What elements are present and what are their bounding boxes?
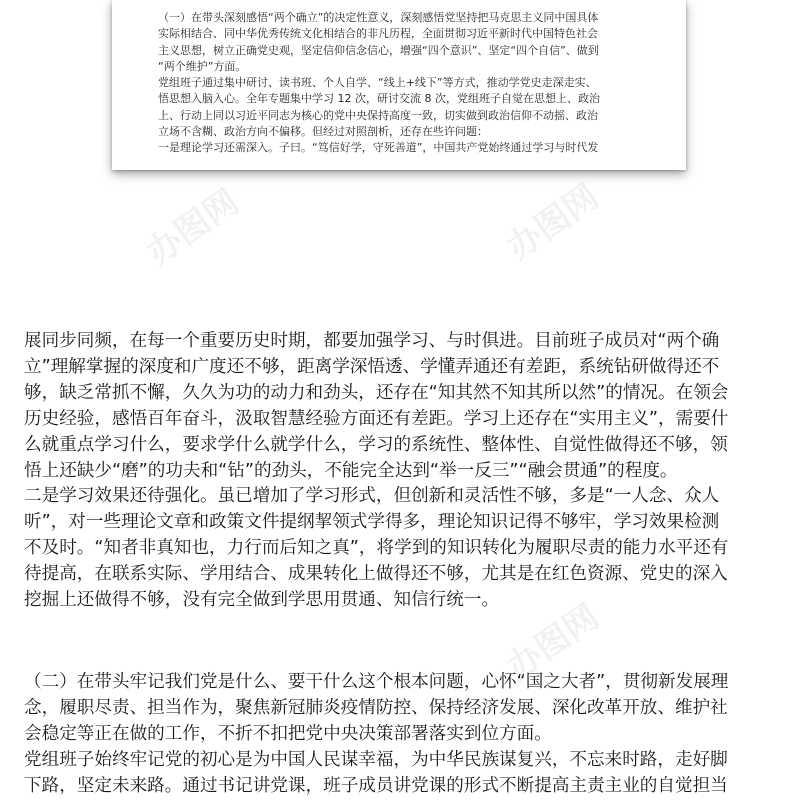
body-section-b: （二）在带头牢记我们党是什么、要干什么这个根本问题，心怀“国之大者”，贯彻新发展理 念，履职尽责、担当作为，聚焦新冠肺炎疫情防控、保持经济发展、深化改革开放、维护社 会稳定等正在做的工作，不折不扣把党中央决策部署落实到位方面。 党组班子始终牢记党的初心是为中国人民谋幸福，为中华民族谋复兴，不忘来时路，走好脚 下路，坚定未来路。通过书记讲党课，班子成员讲党课的形式不断提高主责主业的自觉担当 <box>24 672 729 796</box>
watermark-2: 办图网 <box>499 176 607 269</box>
watermark-3: 办图网 <box>499 596 607 689</box>
card-paragraphs: （一）在带头深刻感悟“两个确立”的决定性意义，深刻感悟党坚持把马克思主义同中国具体 实际相结合、同中华优秀传统文化相结合的非凡历程，全面贯彻习近平新时代中国特色社会 主义思想，树立正确党史观，坚定信仰信念信心，增强“四个意识”、坚定“四个自信”、做到 “两个维护”方面。 党组班子通过集中研讨、读书班、个人自学、“线上+线下”等方式，推动学党史走深走实、 悟思想入脑入心。全年专题集中学习 12 次，研讨交流 8 次，党组班子自觉在思想上、政治 上、行动上同以习近平同志为核心的党中央保持高度一致，切实做到政治信仰不动摇、政治 立场不含糊、政治方向不偏移。但经过对照剖析，还存在些许问题： 一是理论学习还需深入。子曰。“笃信好学，守死善道”，中国共产党始终通过学习与时代发 <box>158 11 600 155</box>
body-section-a: 展同步同频，在每一个重要历史时期，都要加强学习、与时俱进。目前班子成员对“两个确 立”理解掌握的深度和广度还不够，距离学深悟透、学懂弄通还有差距，系统钻研做得还不 够，缺乏常抓不懈，久久为功的动力和劲头，还存在“知其然不知其所以然”的情况。在领会 历史经验，感悟百年奋斗，汲取智慧经验方面还有差距。学习上还存在“实用主义”，需要什 么就重点学习什么，要求学什么就学什么，学习的系统性、整体性、自觉性做得还不够，领 悟上还缺少“磨”的功夫和“钻”的劲头，不能完全达到“举一反三”“融会贯通”的程度。 二是学习效果还待强化。虽已增加了学习形式，但创新和灵活性不够，多是“一人念、众人 听”，对一些理论文章和政策文件提纲挈领式学得多，理论知识记得不够牢，学习效果检测 不及时。“知者非真知也，力行而后知之真”，将学到的知识转化为履职尽责的能力水平还有 待提高，在联系实际、学用结合、成果转化上做得还不够，尤其是在红色资源、党史的深入 挖掘上还做得不够，没有完全做到学思用贯通、知信行统一。 <box>24 331 729 611</box>
document-preview-card <box>112 0 686 170</box>
watermark-1: 办图网 <box>139 181 247 274</box>
